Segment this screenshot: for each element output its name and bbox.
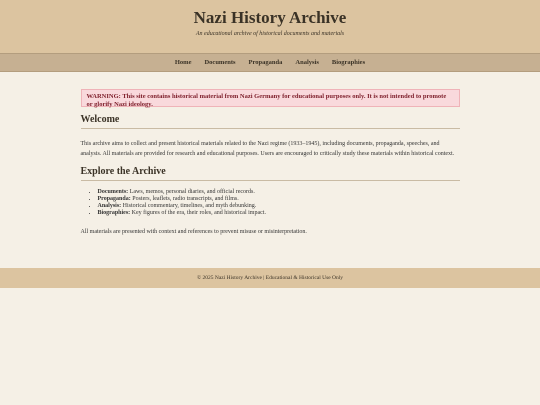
list-item (98, 189, 460, 196)
list-item-desc: Laws, memos, personal diaries, and official records. (128, 189, 255, 195)
list-item-desc: Posters, leaflets, radio transcripts, and films. (130, 196, 239, 202)
site-title: Nazi History Archive (193, 8, 347, 27)
list-item (98, 196, 460, 203)
list-item-term: Propaganda: (97, 196, 131, 202)
nav-analysis[interactable]: Analysis (295, 59, 319, 66)
list-item (98, 203, 460, 210)
main-nav (0, 53, 540, 72)
warning-banner: WARNING: This site contains historical material from Nazi Germany for educational purposes only. It is not intended to promote or glorify Nazi ideology. (81, 89, 460, 107)
site-footer: © 2025 Nazi History Archive | Educational & Historical Use Only (0, 268, 540, 288)
list-item (98, 210, 460, 217)
nav-home[interactable]: Home (174, 59, 192, 66)
list-item-desc: Historical commentary, timelines, and myth debunking. (121, 203, 257, 209)
explore-heading: Explore the Archive (81, 166, 460, 181)
welcome-heading: Welcome (81, 114, 460, 129)
site-header (0, 0, 540, 53)
context-note: All materials are presented with context and references to prevent misuse or misinterpretation. (80, 229, 307, 235)
nav-propaganda[interactable]: Propaganda (248, 59, 283, 66)
list-item-term: Documents: (97, 189, 129, 195)
nav-documents[interactable]: Documents (204, 59, 236, 66)
nav-biographies[interactable]: Biographies (331, 59, 366, 66)
list-item-term: Biographies: (97, 210, 131, 216)
welcome-text: This archive aims to collect and present historical materials related to the Nazi regime (1933–1945), including documents, propaganda, speeches, and analysis. All materials are provided for research and educational purposes. Users are encouraged to critically study these materials within historical context. (80, 141, 455, 157)
site-tagline: An educational archive of historical documents and materials (195, 31, 345, 37)
explore-list (81, 189, 460, 217)
list-item-desc: Key figures of the era, their roles, and historical impact. (130, 210, 266, 216)
main-content (81, 72, 460, 237)
list-item-term: Analysis: (97, 203, 122, 209)
